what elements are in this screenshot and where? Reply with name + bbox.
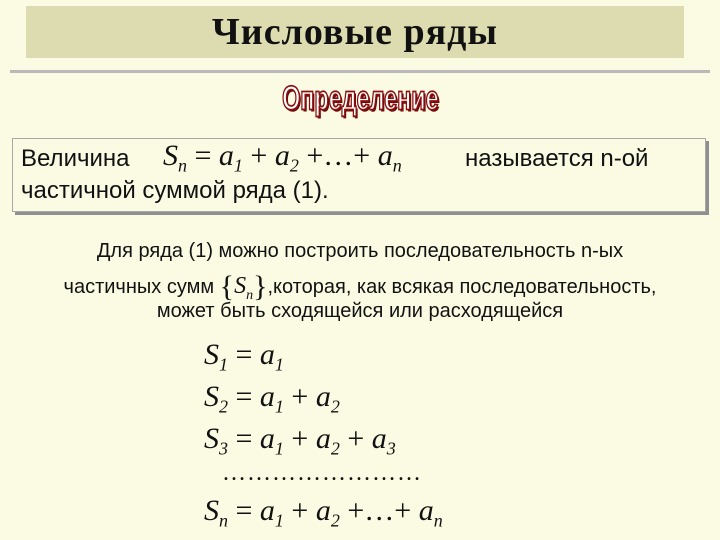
definition-line-2: частичной суммой ряда (1).	[21, 177, 329, 204]
plus-sign: +	[347, 494, 365, 527]
sum-s2: $S_2 = a_1 + a_2$	[204, 380, 340, 417]
partial-sums-set	[219, 270, 268, 303]
plus-sign: +	[306, 139, 324, 172]
equals-sign: =	[235, 494, 253, 527]
paragraph-line-1: Для ряда (1) можно построить последовательность n-ых	[96, 240, 624, 262]
index-n: n	[178, 155, 187, 176]
sum-sn	[204, 494, 443, 531]
symbol-a: a	[377, 139, 393, 172]
plus-sign: +	[394, 494, 412, 527]
definition-heading: Определение	[281, 79, 439, 118]
symbol-s: S	[204, 422, 219, 455]
definition-word-2: называется n-ой	[465, 145, 649, 172]
set-index: n	[246, 287, 254, 303]
symbol-a: a	[371, 422, 387, 455]
plus-sign: +	[347, 422, 365, 455]
plus-sign: +	[291, 422, 309, 455]
title-divider	[10, 70, 710, 73]
index-1: 1	[233, 155, 243, 176]
title-bar	[26, 6, 684, 58]
paragraph-line-2	[0, 270, 720, 304]
symbol-a: a	[315, 422, 331, 455]
index-n: n	[433, 510, 443, 531]
symbol-a: a	[259, 422, 275, 455]
index-n: n	[219, 510, 228, 531]
symbol-a: a	[218, 139, 234, 172]
symbol-s: S	[204, 338, 219, 371]
index-2: 2	[330, 396, 340, 417]
symbol-a: a	[259, 380, 275, 413]
equals-sign: =	[235, 422, 253, 455]
plus-sign: +	[291, 380, 309, 413]
index-1: 1	[274, 354, 284, 375]
symbol-s: S	[204, 494, 219, 527]
symbol-a: a	[315, 494, 331, 527]
symbol-s: S	[163, 139, 178, 172]
symbol-s: S	[204, 380, 219, 413]
set-symbol: S	[234, 273, 247, 299]
symbol-a: a	[259, 338, 275, 371]
index-2: 2	[289, 155, 299, 176]
plus-sign: +	[291, 494, 309, 527]
heading-container	[0, 79, 720, 118]
definition-box	[12, 138, 706, 212]
paragraph-line-2-end: ,которая, как всякая последовательность,	[267, 276, 657, 298]
set-close-brace: }	[253, 270, 268, 303]
paragraph-line-3: может быть сходящейся или расходящейся	[156, 300, 564, 322]
index-1: 1	[274, 396, 284, 417]
continuation-dots: ……………………	[222, 460, 422, 486]
index-n: n	[392, 155, 402, 176]
equals-sign: =	[235, 338, 253, 371]
plus-sign: +	[250, 139, 268, 172]
set-open-brace: {	[219, 270, 235, 303]
partial-sum-formula	[163, 139, 402, 176]
index-2: 2	[330, 438, 340, 459]
index-1: 1	[219, 354, 228, 375]
symbol-a: a	[418, 494, 434, 527]
sum-s1	[204, 338, 284, 375]
plus-sign: +	[353, 139, 371, 172]
equals-sign: =	[235, 380, 253, 413]
equals-sign: =	[194, 139, 212, 172]
symbol-a: a	[274, 139, 290, 172]
definition-word-1: Величина	[21, 145, 130, 172]
symbol-a: a	[315, 380, 331, 413]
index-1: 1	[274, 438, 284, 459]
index-1: 1	[274, 510, 284, 531]
index-2: 2	[330, 510, 340, 531]
symbol-a: a	[259, 494, 275, 527]
ellipsis: …	[364, 494, 395, 527]
ellipsis: …	[323, 139, 354, 172]
sum-s3: $S_3 = a_1 + a_2 + a_3$	[204, 422, 396, 459]
paragraph-line-2-start: частичных сумм	[63, 276, 215, 298]
slide-title: Числовые ряды	[211, 11, 499, 53]
